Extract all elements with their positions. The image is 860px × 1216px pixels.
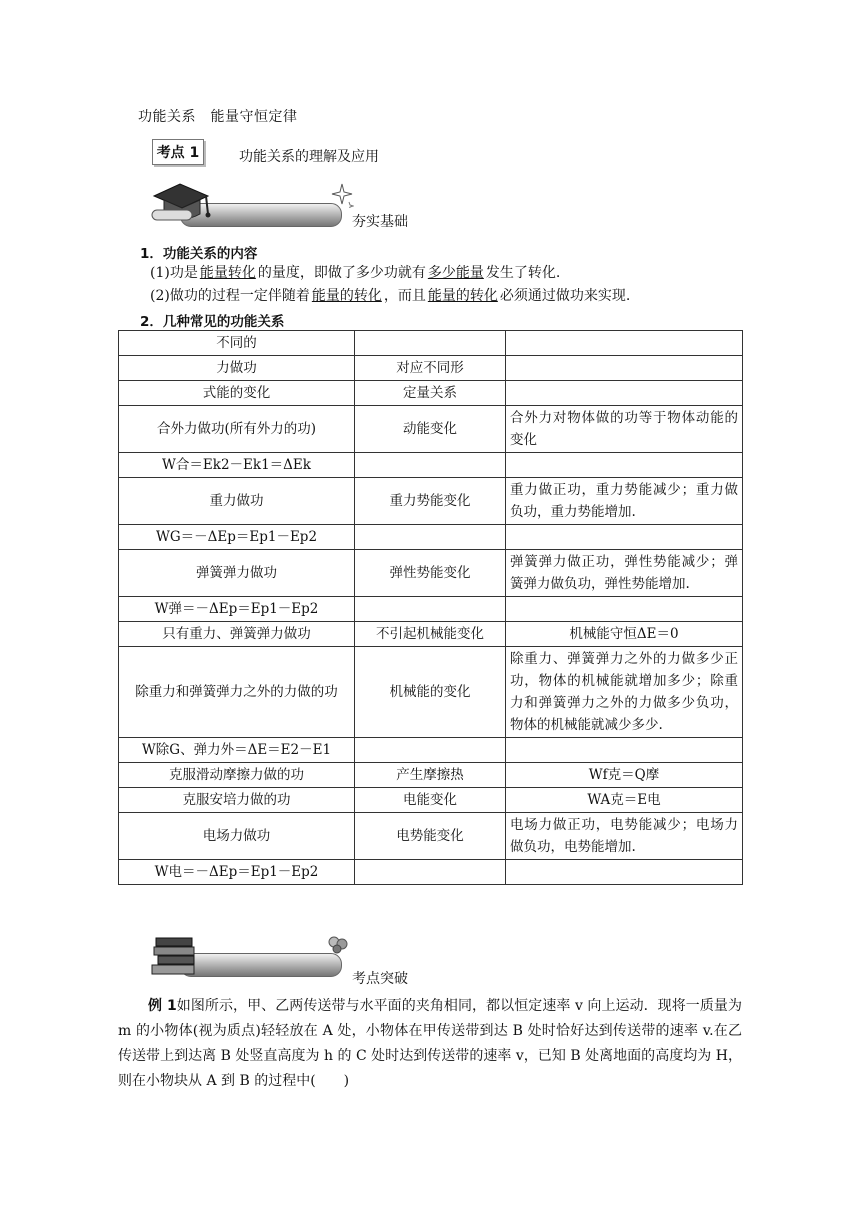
table-cell: 不引起机械能变化 (355, 622, 506, 647)
table-row (119, 788, 743, 813)
example-paragraph (118, 994, 742, 1094)
table-cell: 重力势能变化 (355, 478, 506, 525)
table-row (119, 597, 743, 622)
table-cell (506, 525, 743, 550)
banner-bar (180, 953, 342, 977)
table-row (119, 331, 743, 356)
table-cell: 除重力和弹簧弹力之外的力做的功 (119, 647, 355, 738)
fill-blank-answer: 多少能量 (427, 265, 484, 281)
banner-label: 考点突破 (352, 971, 408, 987)
kaodian-badge: 考点 1 (152, 139, 204, 165)
table-cell: 除重力、弹簧弹力之外的力做多少正功，物体的机械能就增加多少；除重力和弹簧弹力之外的力做多少负功，物体的机械能就减少多少. (506, 647, 743, 738)
table-cell: W合＝Ek2－Ek1＝ΔEk (119, 453, 355, 478)
table-cell: W电＝－ΔEp＝Ep1－Ep2 (119, 860, 355, 885)
table-cell: W除G、弹力外＝ΔE＝E2－E1 (119, 738, 355, 763)
table-cell (506, 860, 743, 885)
text-segment: 发生了转化. (485, 265, 561, 281)
table-row (119, 550, 743, 597)
text-segment: 必须通过做功来实现. (499, 288, 631, 304)
text-segment: (1)功是 (150, 265, 198, 281)
section-heading-2: 2．几种常见的功能关系 (140, 314, 285, 330)
graduation-cap-icon (150, 180, 214, 228)
text-segment: ，而且 (383, 288, 426, 304)
banner-label: 夯实基础 (352, 214, 408, 230)
table-cell: 式能的变化 (119, 381, 355, 406)
table-cell (506, 453, 743, 478)
table-cell (506, 597, 743, 622)
table-cell (506, 738, 743, 763)
section-heading-1: 1．功能关系的内容 (140, 246, 258, 262)
table-cell (355, 453, 506, 478)
table-cell: 电能变化 (355, 788, 506, 813)
table-cell: 力做功 (119, 356, 355, 381)
fill-blank-answer: 能量的转化 (311, 288, 382, 304)
table-cell: 电场力做正功，电势能减少；电场力做负功，电势能增加. (506, 813, 743, 860)
table-row (119, 406, 743, 453)
table-row (119, 763, 743, 788)
table-cell: 只有重力、弹簧弹力做功 (119, 622, 355, 647)
table-cell: 产生摩擦热 (355, 763, 506, 788)
table-cell: Wf克＝Q摩 (506, 763, 743, 788)
table-cell: 克服安培力做的功 (119, 788, 355, 813)
example-label: 例 1 (148, 998, 177, 1014)
table-cell (506, 381, 743, 406)
table-cell: 弹簧弹力做功 (119, 550, 355, 597)
table-cell (355, 597, 506, 622)
text-segment: (2)做功的过程一定伴随着 (150, 288, 310, 304)
table-cell: 电势能变化 (355, 813, 506, 860)
table-row (119, 356, 743, 381)
table-cell: WG＝－ΔEp＝Ep1－Ep2 (119, 525, 355, 550)
table-row (119, 860, 743, 885)
table-row (119, 622, 743, 647)
table-row (119, 738, 743, 763)
table-cell: 弹簧弹力做正功，弹性势能减少；弹簧弹力做负功，弹性势能增加. (506, 550, 743, 597)
flower-icon (326, 934, 352, 956)
books-icon (150, 934, 200, 982)
table-cell (506, 331, 743, 356)
page-title: 功能关系 能量守恒定律 (138, 109, 298, 125)
table-cell: 弹性势能变化 (355, 550, 506, 597)
table-row (119, 478, 743, 525)
table-cell (355, 331, 506, 356)
fill-blank-answer: 能量转化 (199, 265, 256, 281)
table-cell: 对应不同形 (355, 356, 506, 381)
section-banner-basics (150, 180, 410, 240)
table-cell: 电场力做功 (119, 813, 355, 860)
fill-blank-answer: 能量的转化 (427, 288, 498, 304)
table-cell (355, 738, 506, 763)
table-row (119, 647, 743, 738)
table-cell (506, 356, 743, 381)
table-cell: 重力做功 (119, 478, 355, 525)
table-row (119, 813, 743, 860)
work-energy-table (118, 330, 743, 885)
paragraph-line-2 (150, 285, 630, 307)
table-cell: W弹＝－ΔEp＝Ep1－Ep2 (119, 597, 355, 622)
table-row (119, 525, 743, 550)
table-cell: 机械能守恒ΔE＝0 (506, 622, 743, 647)
table-row (119, 453, 743, 478)
table-cell: 机械能的变化 (355, 647, 506, 738)
table-cell: 合外力对物体做的功等于物体动能的变化 (506, 406, 743, 453)
section-banner-breakthrough (150, 930, 410, 990)
table-cell: 重力做正功，重力势能减少；重力做负功，重力势能增加. (506, 478, 743, 525)
table-cell: WA克＝E电 (506, 788, 743, 813)
table-cell: 定量关系 (355, 381, 506, 406)
sparkle-icon (330, 182, 354, 208)
table-cell: 克服滑动摩擦力做的功 (119, 763, 355, 788)
kaodian-subtitle: 功能关系的理解及应用 (239, 149, 379, 165)
table-row (119, 381, 743, 406)
text-segment: 的量度，即做了多少功就有 (257, 265, 426, 281)
table-cell (355, 860, 506, 885)
paragraph-line-1 (150, 262, 560, 284)
table-cell: 动能变化 (355, 406, 506, 453)
table-cell: 合外力做功(所有外力的功) (119, 406, 355, 453)
table-cell: 不同的 (119, 331, 355, 356)
example-text: 如图所示，甲、乙两传送带与水平面的夹角相同，都以恒定速率 v 向上运动．现将一质量为 m 的小物体(视为质点)轻轻放在 A 处，小物体在甲传送带到达 B 处时恰好达到传送带的速率 v.在乙传送带上到达离 B 处竖直高度为 h 的 C 处时达到传送带的速率 v，已知 B 处离地面的高度均为 H，则在小物块从 A 到 B 的过程中( ) (118, 998, 742, 1089)
table-cell (355, 525, 506, 550)
